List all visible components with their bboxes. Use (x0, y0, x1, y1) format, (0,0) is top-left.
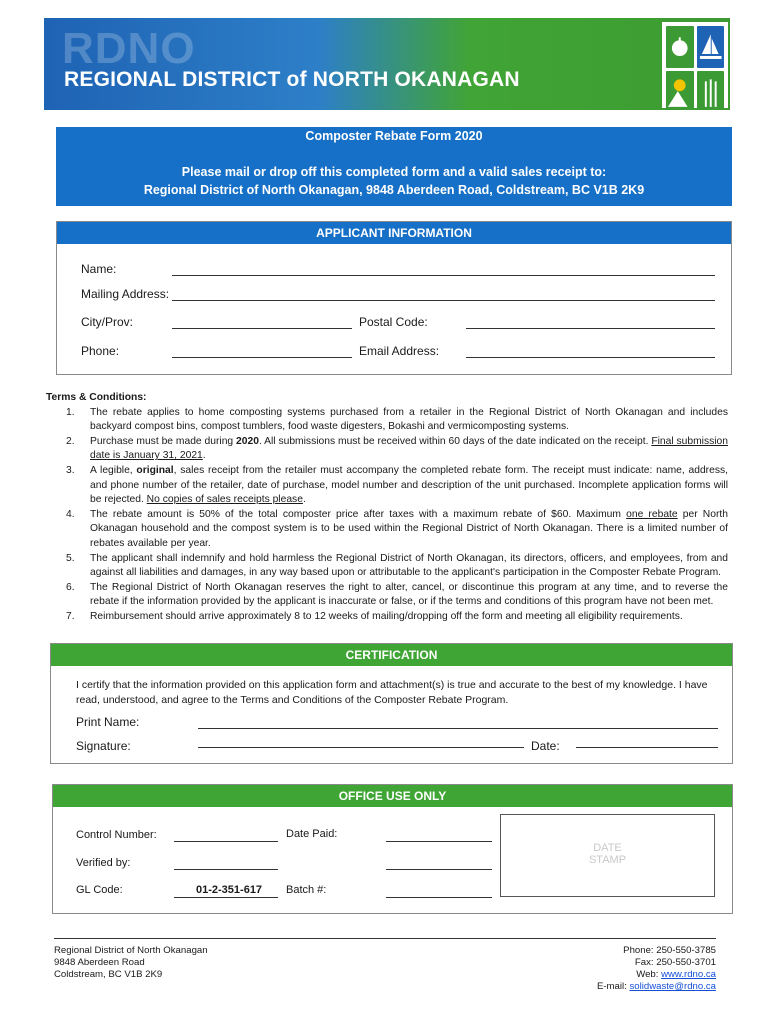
footer-address (54, 945, 208, 981)
footer-web: Web: www.rdno.ca (636, 969, 716, 980)
term-item: 2. Purchase must be made during 2020. All submissions must be received within 60 days of the date indicated on the receipt. Final submission date is January 31, 2021. (66, 435, 729, 462)
certification-header: CERTIFICATION (51, 644, 732, 666)
print-name-label: Print Name: (76, 715, 140, 729)
control-number-label: Control Number: (76, 829, 157, 841)
footer-phone: Phone: 250-550-3785 (623, 945, 716, 956)
term-item: 5. The applicant shall indemnify and hold harmless the Regional District of North Okanagan, its directors, officers, and employees, from and against all liabilities and damages, in any way based upon or attributable to the applicant's participation in the Composter Rebate Program. (66, 552, 728, 579)
date-paid-label: Date Paid: (286, 828, 338, 840)
banner-ghost-text: RDNO (62, 24, 196, 73)
term-item: 3. A legible, original, sales receipt from the retailer must accompany the completed rebate form. The receipt must indicate: name, address, and phone number of the retailer, date of purchase, model number and description of the unit purchased. Incomplete application forms will be rejected. No copies of sales receipts please. (66, 464, 728, 506)
header-banner (44, 18, 730, 110)
verified-by-label: Verified by: (76, 857, 131, 869)
applicant-header: APPLICANT INFORMATION (57, 222, 731, 244)
terms-and-conditions (46, 391, 736, 625)
phone-label: Phone: (81, 344, 120, 358)
print-name-field[interactable] (198, 728, 718, 729)
stamp-line-2: STAMP (588, 854, 627, 866)
footer-fax: Fax: 250-550-3701 (634, 957, 716, 968)
control-number-field[interactable] (174, 841, 278, 842)
web-link[interactable]: www.rdno.ca (661, 969, 716, 980)
footer-contact (597, 945, 716, 993)
certification-statement: I certify that the information provided on this application form and attachment(s) is true and accurate to the best of my knowledge. I have read, understood, and agree to the Terms and Conditions of the Composter Rebate Program. (76, 679, 708, 706)
mailing-address-label: Mailing Address: (81, 287, 170, 301)
postal-code-field[interactable] (466, 328, 715, 329)
stamp-line-1: DATE (593, 842, 622, 854)
term-item: 6. The Regional District of North Okanagan reserves the right to alter, cancel, or discontinue this program at any time, and to reverse the rebate if the information provided by the applicant is inaccurate or false, or if the terms and conditions of this program have not been met. (66, 581, 728, 608)
date-label: Date: (531, 739, 560, 753)
signature-field[interactable] (198, 747, 524, 748)
footer-city: Coldstream, BC V1B 2K9 (54, 969, 163, 980)
gl-code-label: GL Code: (76, 884, 123, 896)
rdno-logo (662, 22, 728, 108)
terms-list (46, 406, 736, 625)
gl-code-value: 01-2-351-617 (196, 884, 263, 896)
batch-label: Batch #: (286, 884, 327, 896)
signature-label: Signature: (76, 739, 131, 753)
postal-code-label: Postal Code: (359, 315, 428, 329)
footer-org: Regional District of North Okanagan (54, 945, 208, 956)
sun-mountain-icon (666, 71, 694, 110)
footer-email: E-mail: solidwaste@rdno.ca (596, 981, 716, 992)
date-stamp-box (500, 814, 715, 897)
sailboat-icon (697, 26, 725, 68)
name-field[interactable] (172, 275, 715, 276)
mailing-address-field[interactable] (172, 300, 715, 301)
form-title-box (56, 127, 732, 206)
form-title: Composter Rebate Form 2020 (305, 129, 483, 143)
email-field[interactable] (466, 357, 715, 358)
term-item: 1. The rebate applies to home composting systems purchased from a retailer in the Regional District of North Okanagan and includes backyard compost bins, compost tumblers, food waste digesters, Bokashi and vermicomposting systems. (66, 406, 728, 433)
date-paid-extra-field[interactable] (386, 869, 492, 870)
batch-field[interactable] (386, 897, 492, 898)
apple-icon (666, 26, 694, 68)
term-item: 7. Reimbursement should arrive approximately 8 to 12 weeks of mailing/dropping off the form and meeting all eligibility requirements. (66, 610, 683, 622)
city-prov-field[interactable] (172, 328, 352, 329)
footer-street: 9848 Aberdeen Road (54, 957, 145, 968)
mail-instruction: Please mail or drop off this completed form and a valid sales receipt to: (181, 165, 607, 179)
email-link[interactable]: solidwaste@rdno.ca (629, 981, 716, 992)
terms-title: Terms & Conditions: (46, 392, 147, 403)
date-field[interactable] (576, 747, 718, 748)
office-use-header: OFFICE USE ONLY (53, 785, 732, 807)
term-item: 4. The rebate amount is 50% of the total composter price after taxes with a maximum rebate of $60. Maximum one rebate per North Okanagan household and the compost system is to be used within the Regional District of North Okanagan. There is a limited number of rebates available per year. (66, 508, 728, 549)
name-label: Name: (81, 262, 117, 276)
date-paid-field[interactable] (386, 841, 492, 842)
mail-address: Regional District of North Okanagan, 9848 Aberdeen Road, Coldstream, BC V1B 2K9 (143, 183, 645, 197)
city-prov-label: City/Prov: (81, 315, 134, 329)
wheat-icon (697, 71, 725, 110)
gl-code-underline (174, 897, 278, 898)
footer (54, 938, 716, 992)
org-name: REGIONAL DISTRICT of NORTH OKANAGAN (64, 68, 520, 91)
verified-by-field[interactable] (174, 869, 278, 870)
email-label: Email Address: (359, 344, 440, 358)
phone-field[interactable] (172, 357, 352, 358)
